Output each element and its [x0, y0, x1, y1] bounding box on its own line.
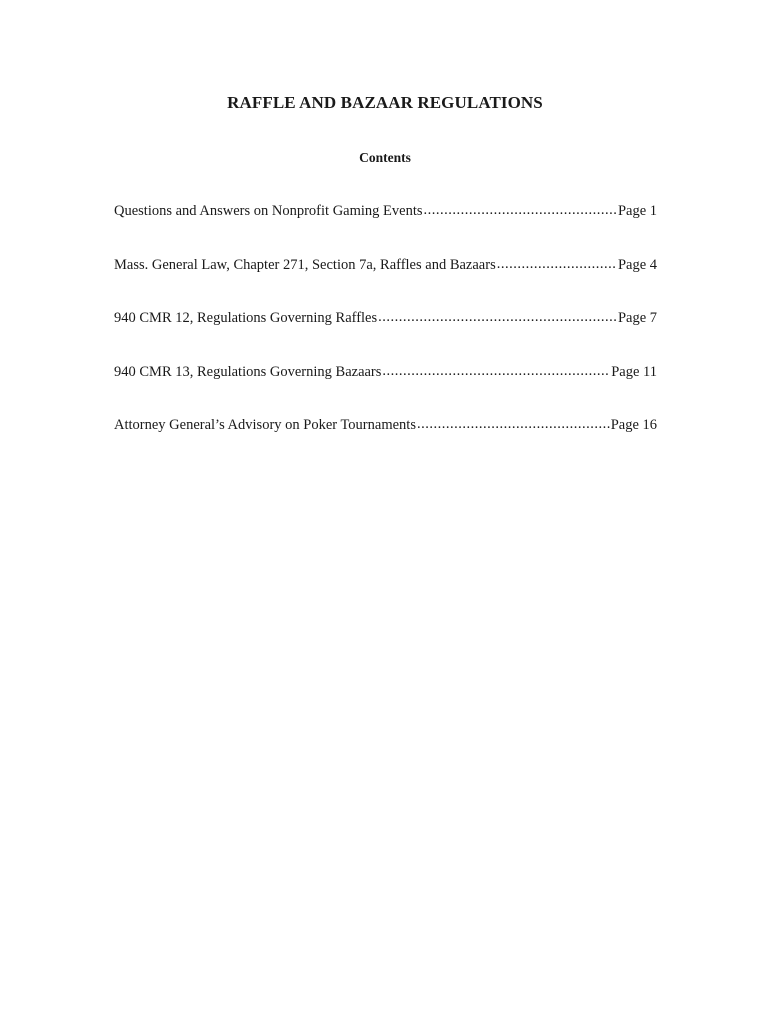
- toc-entry-text: Attorney General’s Advisory on Poker Tournaments: [114, 417, 416, 433]
- toc-page-number: Page 7: [617, 310, 657, 326]
- toc-dot-leader: [497, 256, 617, 273]
- toc-page-number: Page 16: [610, 417, 657, 433]
- toc-dot-leader: [382, 363, 610, 380]
- toc-entry-text: Questions and Answers on Nonprofit Gaming Events: [114, 203, 423, 219]
- toc-page-number: Page 4: [617, 256, 657, 273]
- toc-page-number: Page 11: [611, 363, 657, 380]
- contents-heading: Contents: [359, 150, 411, 165]
- toc-entry-text: 940 CMR 12, Regulations Governing Raffles: [114, 310, 378, 326]
- toc-entry-raffles: [114, 310, 657, 364]
- table-of-contents: [114, 203, 657, 471]
- toc-dot-leader: [417, 416, 610, 433]
- toc-entry-bazaars: [114, 364, 657, 418]
- toc-entry-text: 940 CMR 13, Regulations Governing Bazaars: [114, 363, 382, 380]
- toc-entry-poker-advisory: [114, 417, 657, 471]
- toc-dot-leader: [424, 202, 617, 219]
- toc-entry-general-law: [114, 257, 657, 311]
- toc-entry-text: Mass. General Law, Chapter 271, Section 7a, Raffles and Bazaars: [114, 256, 496, 273]
- toc-entry-qa: [114, 203, 657, 257]
- toc-page-number: Page 1: [617, 203, 657, 219]
- document-title: RAFFLE AND BAZAAR REGULATIONS: [227, 93, 543, 112]
- toc-dot-leader: [378, 309, 617, 326]
